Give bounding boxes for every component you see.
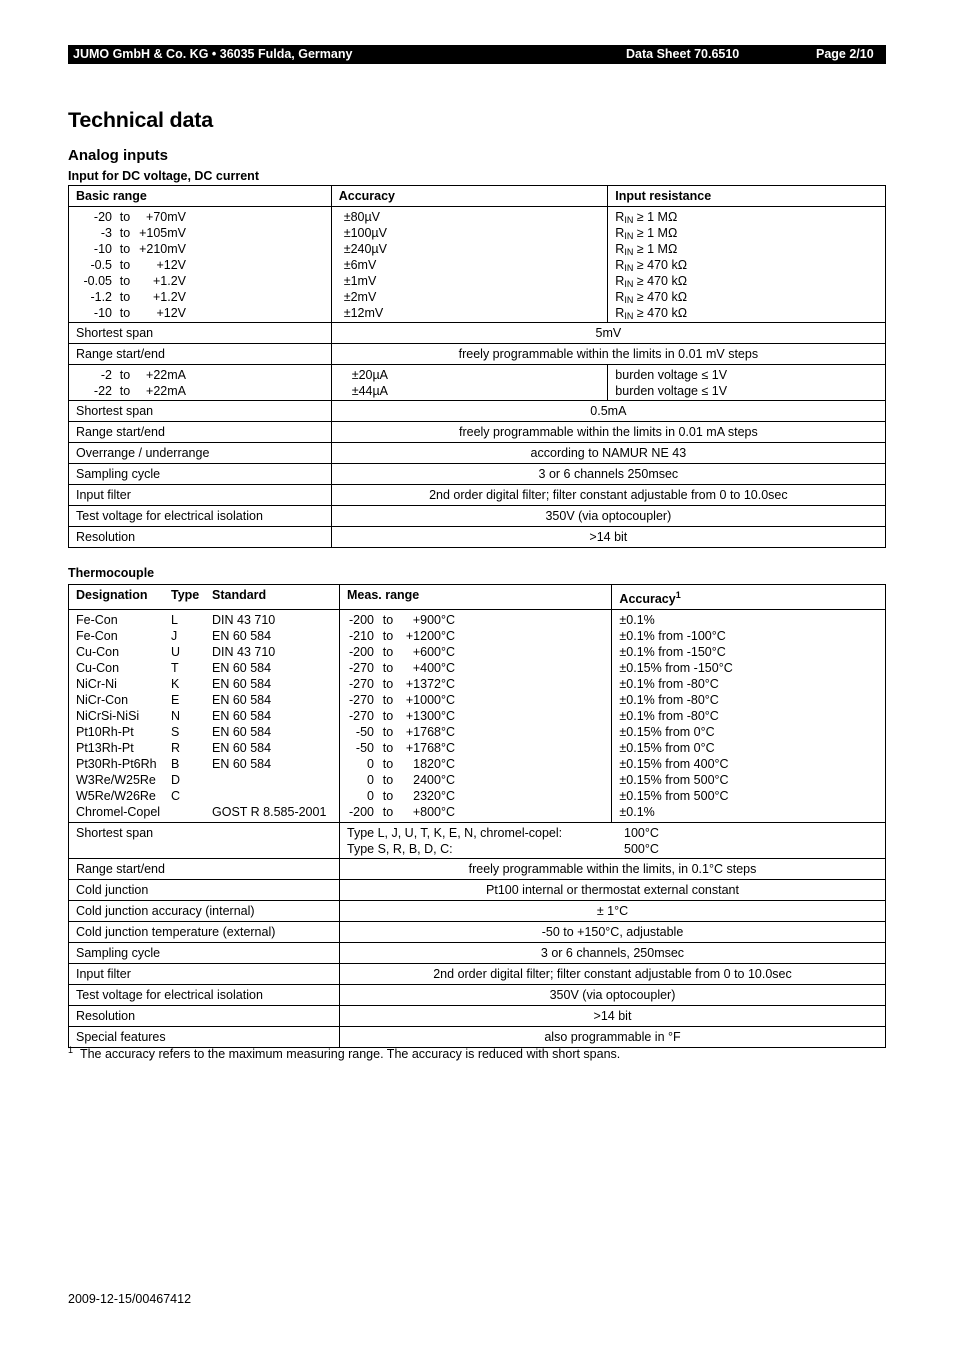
rin-symbol: R [615,210,625,224]
tc-accuracy-line: ±0.15% from 500°C [619,789,729,804]
current-accuracy-cell [331,365,608,401]
resistance-line [615,257,878,273]
rin-symbol: R [615,290,625,304]
tc-standard: EN 60 584 [212,629,272,644]
range-to-word: to [119,210,131,224]
tc-designation: Chromel-Copel [76,805,161,820]
range-to: +600°C [412,645,455,660]
dc-header-resistance: Input resistance [608,186,886,207]
range-from: -200 [348,613,374,628]
tc-line [76,756,332,772]
burden-line: burden voltage ≤ 1V [615,368,728,382]
tc-standard: EN 60 584 [212,677,272,692]
range-from: -50 [355,725,374,740]
range-to-word: to [382,613,394,628]
range-to-word: to [119,306,131,320]
range-to: +70mV [146,210,186,224]
range-to-word: to [382,661,394,676]
tc-row-value: also programmable in °F [340,1027,886,1048]
rin-subscript: IN [624,279,634,289]
resistance-value: ≥ 470 kΩ [633,274,688,288]
range-from: -10 [93,306,112,320]
accuracy-line: ±80µV [343,210,381,224]
tc-span-value-1: 100°C [624,826,659,841]
tc-accuracy-line: ±0.1% from -80°C [619,709,719,724]
tc-designation: Pt30Rh-Pt6Rh [76,757,157,772]
tc-row-value: -50 to +150°C, adjustable [340,922,886,943]
range-to-word: to [382,789,394,804]
tc-standard: EN 60 584 [212,693,272,708]
range-from: -210 [348,629,374,644]
range-line [76,273,324,289]
range-to: +1768°C [405,741,455,756]
tc-range-line [347,804,604,820]
range-line [76,367,324,383]
dc-row-label: Input filter [69,485,332,506]
range-line [76,289,324,305]
range-from: 0 [367,773,374,788]
tc-row-value: 350V (via optocoupler) [340,985,886,1006]
range-from: -200 [348,645,374,660]
header-company: JUMO GmbH & Co. KG • 36035 Fulda, Germany [73,47,353,61]
tc-designation-cell [69,610,340,823]
range-line [76,305,324,321]
footnote [68,1045,620,1061]
dc-row-label: Range start/end [69,344,332,365]
tc-range-line [347,708,604,724]
tc-accuracy-line: ±0.15% from 0°C [619,741,715,756]
tc-line [76,612,332,628]
tc-type: T [171,661,179,676]
rin-subscript: IN [624,247,634,257]
range-line [76,241,324,257]
range-line [76,383,324,399]
accuracy-line: ±12mV [343,306,384,320]
tc-header-accuracy-cell [612,585,886,610]
range-from: -270 [348,709,374,724]
tc-accuracy-line: ±0.1% from -80°C [619,693,719,708]
range-to-word: to [382,773,394,788]
tc-span-types-2: Type S, R, B, D, C: [347,842,453,857]
range-to-word: to [119,226,131,240]
range-from: 0 [367,757,374,772]
dc-subtitle: Input for DC voltage, DC current [68,169,259,183]
accuracy-line: ±100µV [343,226,387,240]
tc-range-line [347,692,604,708]
tc-line [76,660,332,676]
range-to-word: to [119,384,131,398]
dc-row-value: 2nd order digital filter; filter constant adjustable from 0 to 10.0sec [331,485,885,506]
range-line [76,209,324,225]
tc-type: B [171,757,180,772]
range-from: -270 [348,677,374,692]
tc-row-label: Test voltage for electrical isolation [69,985,340,1006]
tc-range-line [347,740,604,756]
dc-row-value: 0.5mA [331,401,885,422]
tc-accuracy-line: ±0.15% from -150°C [619,661,733,676]
header-datasheet: Data Sheet 70.6510 [626,47,740,61]
resistance-value: ≥ 1 MΩ [633,226,678,240]
range-from: -3 [100,226,112,240]
range-from: -0.05 [83,274,112,288]
dc-row-label: Shortest span [69,401,332,422]
range-to: +1.2V [152,274,186,288]
tc-type: N [171,709,181,724]
tc-designation: Fe-Con [76,629,118,644]
tc-line [76,724,332,740]
resistance-line [615,225,878,241]
dc-header-range: Basic range [69,186,332,207]
tc-type: L [171,613,178,628]
range-to-word: to [382,741,394,756]
range-to: +1200°C [405,629,455,644]
range-from: 0 [367,789,374,804]
resistance-value: ≥ 470 kΩ [633,258,688,272]
tc-standard: EN 60 584 [212,709,272,724]
range-to-word: to [382,725,394,740]
tc-designation: Fe-Con [76,613,118,628]
tc-row-value: 3 or 6 channels, 250msec [340,943,886,964]
tc-designation: Pt10Rh-Pt [76,725,134,740]
accuracy-line: ±20µA [351,368,389,382]
range-to-word: to [119,274,131,288]
document-page [68,45,886,1306]
voltage-accuracy-cell [331,207,608,323]
range-to: +12V [156,306,186,320]
range-to: +900°C [412,613,455,628]
tc-standard: EN 60 584 [212,725,272,740]
range-to: +400°C [412,661,455,676]
tc-range-line [347,788,604,804]
range-to: +1768°C [405,725,455,740]
rin-subscript: IN [624,311,634,321]
rin-symbol: R [615,226,625,240]
range-to: 1820°C [413,757,455,772]
tc-standard: EN 60 584 [212,757,272,772]
tc-accuracy-line: ±0.1% from -150°C [619,645,726,660]
range-from: -270 [348,661,374,676]
current-burden-cell [608,365,886,401]
range-line [76,257,324,273]
dc-row-label: Resolution [69,527,332,548]
rin-subscript: IN [624,231,634,241]
rin-symbol: R [615,258,625,272]
accuracy-line: ±44µA [351,384,389,398]
current-range-cell [69,365,332,401]
burden-line: burden voltage ≤ 1V [615,384,728,398]
range-to-word: to [382,757,394,772]
range-to: +1300°C [405,709,455,724]
dc-row-value: freely programmable within the limits in 0.01 mA steps [331,422,885,443]
tc-line [76,740,332,756]
range-from: -0.5 [90,258,112,272]
tc-standard: DIN 43 710 [212,613,276,628]
tc-subtitle: Thermocouple [68,566,155,580]
tc-line [76,628,332,644]
rin-symbol: R [615,242,625,256]
footnote-text: The accuracy refers to the maximum measuring range. The accuracy is reduced with short spans. [79,1047,621,1062]
dc-row-value: 5mV [331,323,885,344]
accuracy-line: ±240µV [343,242,387,256]
dc-row-label: Shortest span [69,323,332,344]
voltage-resistance-cell [608,207,886,323]
footer-doc-id: 2009-12-15/00467412 [68,1292,192,1306]
range-to-word: to [382,645,394,660]
rin-symbol: R [615,306,625,320]
tc-range-cell [340,610,612,823]
range-to-word: to [382,677,394,692]
tc-range-line [347,724,604,740]
tc-row-label: Cold junction temperature (external) [69,922,340,943]
page-title: Technical data [68,108,213,132]
accuracy-line: ±6mV [343,258,377,272]
tc-range-line [347,676,604,692]
dc-row-label: Sampling cycle [69,464,332,485]
dc-row-label: Range start/end [69,422,332,443]
tc-row-label: Input filter [69,964,340,985]
range-from: -20 [93,210,112,224]
tc-row-label: Resolution [69,1006,340,1027]
tc-row-value: >14 bit [340,1006,886,1027]
tc-range-line [347,612,604,628]
range-to: 2320°C [413,789,455,804]
tc-row-label: Cold junction accuracy (internal) [69,901,340,922]
range-from: -2 [100,368,112,382]
resistance-value: ≥ 470 kΩ [633,306,688,320]
resistance-line [615,289,878,305]
tc-range-line [347,660,604,676]
section-title: Analog inputs [68,147,168,164]
range-to: +1.2V [152,290,186,304]
tc-header-type: Type [171,588,200,602]
range-from: -50 [355,741,374,756]
thermocouple-table [68,584,886,1048]
rin-symbol: R [615,274,625,288]
range-to-word: to [382,805,394,820]
dc-row-label: Overrange / underrange [69,443,332,464]
header-page: Page 2/10 [816,47,874,61]
page-header-bar [68,45,886,64]
resistance-value: ≥ 1 MΩ [633,210,678,224]
tc-accuracy-line: ±0.1% from -80°C [619,677,719,692]
tc-line [76,788,332,804]
range-to: +210mV [139,242,186,256]
resistance-line [615,305,878,321]
dc-row-value: according to NAMUR NE 43 [331,443,885,464]
tc-range-line [347,772,604,788]
tc-row-value: Pt100 internal or thermostat external constant [340,880,886,901]
voltage-range-cell [69,207,332,323]
tc-header-designation: Designation [76,588,148,602]
rin-subscript: IN [624,215,634,225]
range-from: -200 [348,805,374,820]
footnote-ref: 1 [675,590,681,600]
tc-row-label: Range start/end [69,859,340,880]
range-to-word: to [119,290,131,304]
range-to-word: to [382,693,394,708]
range-to: +105mV [139,226,186,240]
tc-type: D [171,773,181,788]
tc-type: S [171,725,180,740]
tc-line [76,772,332,788]
tc-designation: Cu-Con [76,645,120,660]
tc-header-standard: Standard [212,588,267,602]
accuracy-line: ±2mV [343,290,377,304]
range-to-word: to [382,629,394,644]
tc-row-label: Sampling cycle [69,943,340,964]
tc-type: C [171,789,181,804]
rin-subscript: IN [624,263,634,273]
tc-accuracy-cell [612,610,886,823]
tc-row-label: Cold junction [69,880,340,901]
tc-span-label: Shortest span [69,823,340,859]
tc-accuracy-line: ±0.1% from -100°C [619,629,726,644]
range-to: +1000°C [405,693,455,708]
tc-row-label: Special features [69,1027,340,1048]
tc-type: U [171,645,181,660]
tc-standard: EN 60 584 [212,661,272,676]
tc-type: J [171,629,178,644]
tc-row-value: freely programmable within the limits, in 0.1°C steps [340,859,886,880]
range-from: -1.2 [90,290,112,304]
tc-line [76,708,332,724]
tc-span-value [340,823,886,859]
range-to-word: to [382,709,394,724]
range-from: -22 [93,384,112,398]
range-from: -270 [348,693,374,708]
tc-span-value-2: 500°C [624,842,659,857]
resistance-line [615,273,878,289]
tc-range-line [347,644,604,660]
tc-accuracy-line: ±0.1% [619,805,655,820]
tc-header-left [69,585,340,610]
tc-designation: W5Re/W26Re [76,789,156,804]
dc-input-table [68,185,886,548]
accuracy-line: ±1mV [343,274,377,288]
tc-designation: Pt13Rh-Pt [76,741,134,756]
tc-line [76,676,332,692]
tc-header-accuracy: Accuracy [619,592,676,607]
tc-designation: NiCr-Ni [76,677,117,692]
tc-header-range: Meas. range [340,585,612,610]
tc-type: R [171,741,181,756]
tc-designation: W3Re/W25Re [76,773,156,788]
rin-subscript: IN [624,295,634,305]
range-to: +22mA [146,368,186,382]
range-to-word: to [119,258,131,272]
tc-line [76,804,332,820]
tc-standard: EN 60 584 [212,741,272,756]
tc-accuracy-line: ±0.15% from 0°C [619,725,715,740]
range-to: 2400°C [413,773,455,788]
range-to-word: to [119,242,131,256]
tc-accuracy-line: ±0.15% from 400°C [619,757,729,772]
tc-designation: NiCrSi-NiSi [76,709,140,724]
tc-range-line [347,628,604,644]
tc-row-value: 2nd order digital filter; filter constant adjustable from 0 to 10.0sec [340,964,886,985]
tc-line [76,644,332,660]
resistance-line [615,209,878,225]
tc-standard: DIN 43 710 [212,645,276,660]
dc-row-value: freely programmable within the limits in 0.01 mV steps [331,344,885,365]
tc-row-value: ± 1°C [340,901,886,922]
tc-standard: GOST R 8.585-2001 [212,805,327,820]
tc-type: K [171,677,180,692]
range-line [76,225,324,241]
tc-type: E [171,693,180,708]
tc-range-line [347,756,604,772]
range-to: +1372°C [405,677,455,692]
resistance-value: ≥ 470 kΩ [633,290,688,304]
tc-accuracy-line: ±0.15% from 500°C [619,773,729,788]
tc-designation: NiCr-Con [76,693,129,708]
dc-header-accuracy: Accuracy [331,186,608,207]
resistance-line [615,241,878,257]
resistance-value: ≥ 1 MΩ [633,242,678,256]
tc-accuracy-line: ±0.1% [619,613,655,628]
tc-line [76,692,332,708]
dc-row-label: Test voltage for electrical isolation [69,506,332,527]
footnote-mark: 1 [68,1045,74,1055]
dc-row-value: 3 or 6 channels 250msec [331,464,885,485]
range-to: +800°C [412,805,455,820]
tc-span-types-1: Type L, J, U, T, K, E, N, chromel-copel: [347,826,563,841]
dc-row-value: 350V (via optocoupler) [331,506,885,527]
tc-designation: Cu-Con [76,661,120,676]
range-to-word: to [119,368,131,382]
range-from: -10 [93,242,112,256]
dc-row-value: >14 bit [331,527,885,548]
range-to: +22mA [146,384,186,398]
range-to: +12V [156,258,186,272]
